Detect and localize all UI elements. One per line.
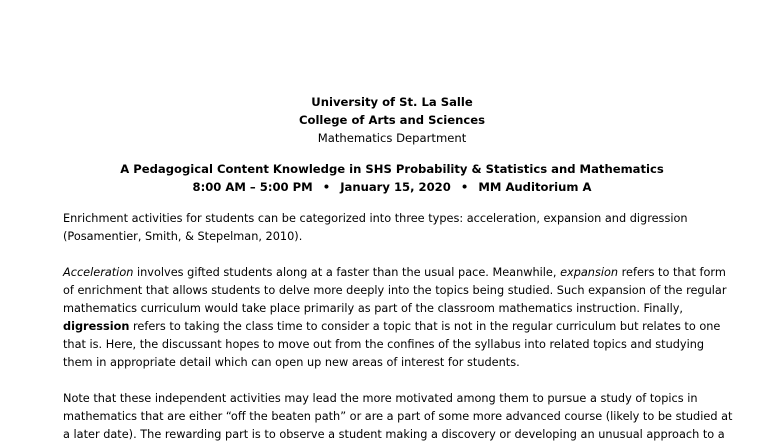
document-body [63,210,739,444]
event-time: 8:00 AM – 5:00 PM [192,180,313,194]
paragraph-line: them in appropriate detail which can open up new areas of interest for students. [63,356,520,369]
text-span: refers to that form [618,266,726,279]
event-title: A Pedagogical Content Knowledge in SHS Probability & Statistics and Mathematics [120,162,664,176]
paragraph-line: that is. Here, the discussant hopes to move out from the confines of the syllabus into related topics and studying [63,338,705,351]
paragraph-1 [63,210,739,246]
text-span: involves gifted students along at a faster than the usual pace. Meanwhile, [133,266,561,279]
term-expansion: expansion [560,266,619,279]
term-acceleration: Acceleration [63,266,134,279]
college-name: College of Arts and Sciences [298,113,486,127]
separator-dot: • [460,180,469,194]
text-span: refers to taking the class time to consider a topic that is not in the regular curriculum but relates to one [129,320,721,333]
university-name: University of St. La Salle [311,95,473,109]
paragraph-line [63,264,739,282]
paragraph-line [63,318,739,336]
paragraph-line: (Posamentier, Smith, & Stepelman, 2010). [63,230,303,243]
document-header [0,93,784,147]
paragraph-line: of enrichment that allows students to delve more deeply into the topics being studied. Such expansion of the regular [63,284,727,297]
event-venue: MM Auditorium A [478,180,592,194]
paragraph-line: Enrichment activities for students can be categorized into three types: acceleration, expansion and digression [63,212,688,225]
event-details [0,178,784,196]
term-digression: digression [63,320,130,333]
paragraph-2 [63,264,739,372]
department-name: Mathematics Department [317,131,467,145]
paragraph-line: mathematics curriculum would take place primarily as part of the classroom mathematics instruction. Finally, [63,302,683,315]
paragraph-3 [63,390,739,444]
event-date: January 15, 2020 [340,180,451,194]
paragraph-line: a later date). The rewarding part is to observe a student making a discovery or developing an unusual approach to a [63,428,725,441]
paragraph-line: Note that these independent activities may lead the more motivated among them to pursue a study of topics in [63,392,698,405]
separator-dot: • [322,180,331,194]
event-info [0,160,784,196]
paragraph-line: mathematics that are either “off the beaten path” or are a part of some more advanced course (likely to be studied at [63,410,733,423]
